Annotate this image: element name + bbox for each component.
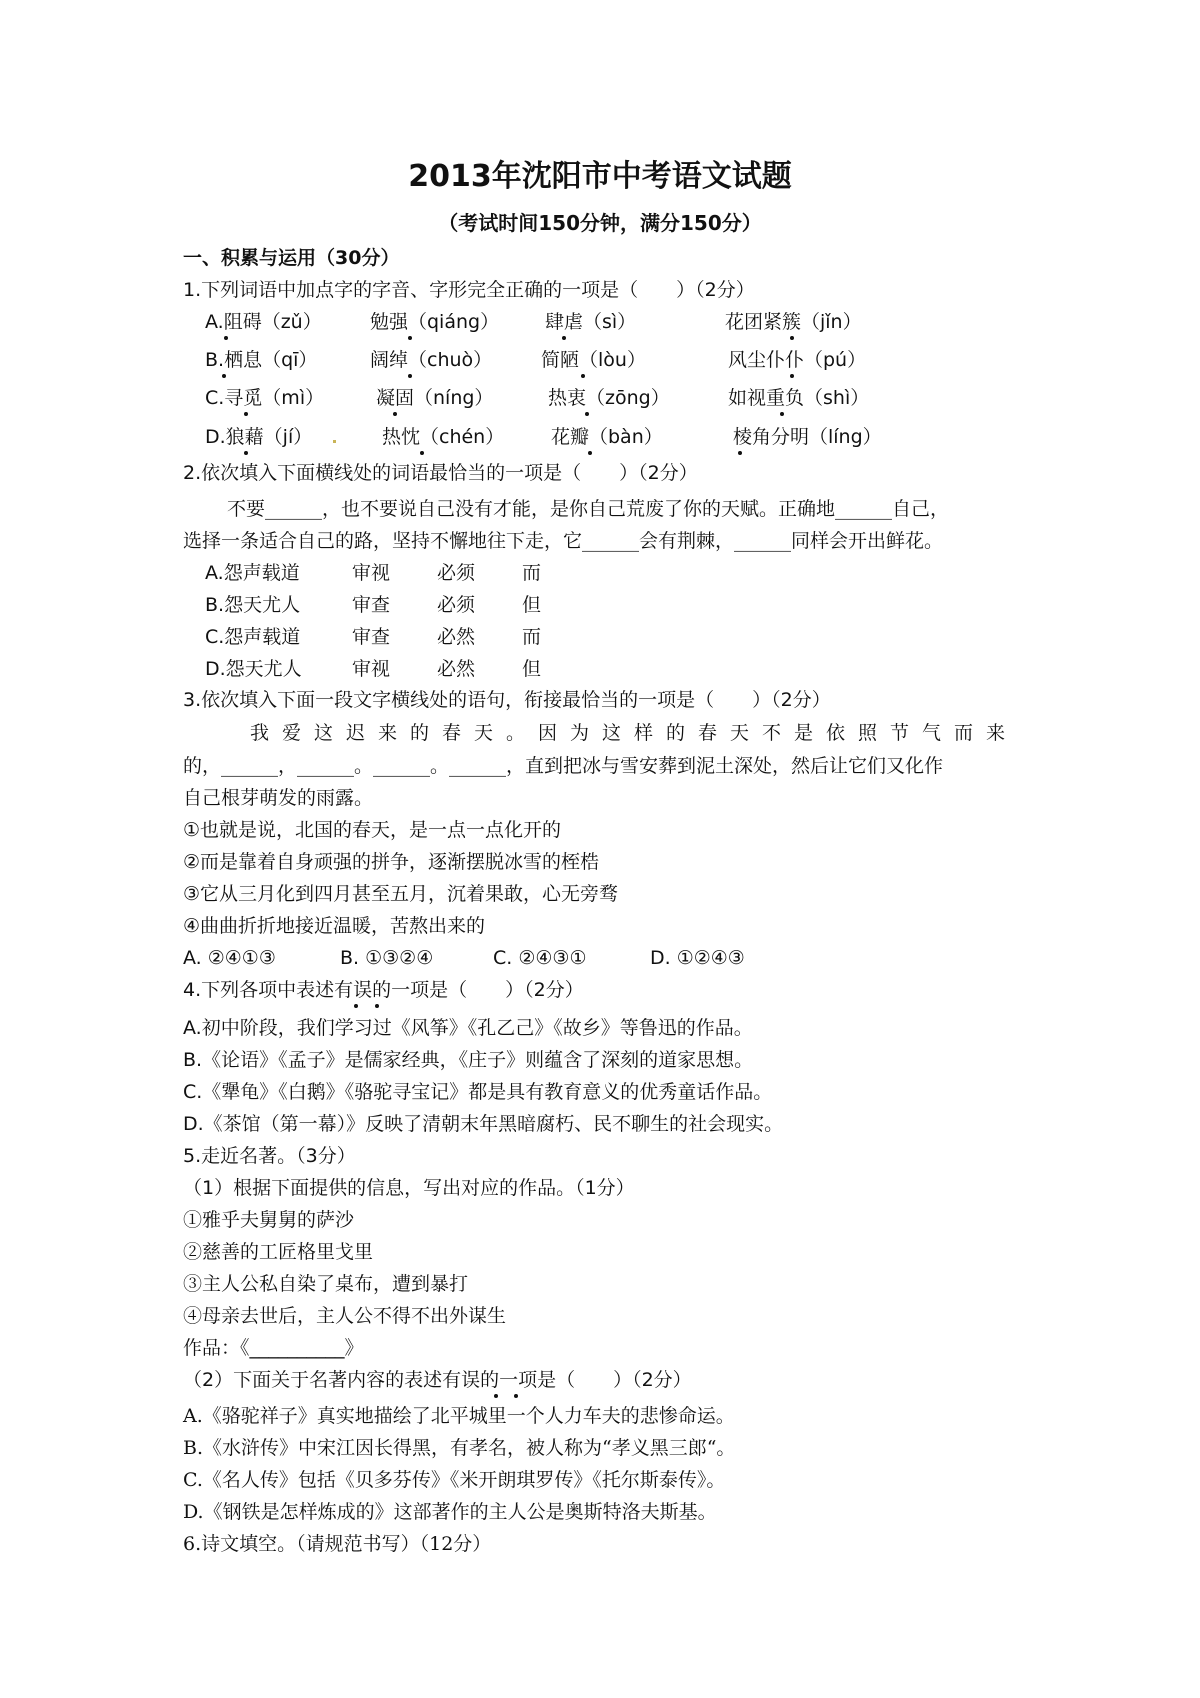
q4-option-b: B.《论语》《孟子》是儒家经典，《庄子》则蕴含了深刻的道家思想。: [183, 1049, 754, 1071]
q1-b-1: B.栖息（qī）: [205, 349, 318, 371]
q1-c-1: C.寻觅（mì）: [205, 387, 325, 409]
q2-a-1: A.怨声载道: [205, 562, 300, 584]
q3-passage-line-3: 自己根芽萌发的雨露。: [183, 787, 374, 809]
q2-b-3: 必须: [437, 594, 476, 616]
q5-part-2: （2）下面关于名著内容的表述有误的一项是（ ）（2分）: [183, 1369, 692, 1391]
q3-option-a: A. ②④①③: [183, 947, 276, 969]
q4-option-c: C.《犟龟》《白鹅》《骆驼寻宝记》都是具有教育意义的优秀童话作品。: [183, 1081, 773, 1103]
q3-item: ①也就是说，北国的春天，是一点一点化开的: [183, 819, 562, 841]
q1-c-3: 热衷（zōng）: [548, 387, 670, 409]
q5-clue: ③主人公私自染了桌布，遭到暴打: [183, 1273, 469, 1295]
emphasis-dot: [494, 1394, 498, 1398]
q2-d-1: D.怨天尤人: [205, 658, 302, 680]
q2-c-4: 而: [522, 626, 542, 648]
q3-item: ②而是靠着自身顽强的拼争，逐渐摆脱冰雪的桎梏: [183, 851, 600, 873]
q1-c-4: 如视重负（shì）: [728, 387, 870, 409]
emphasis-dot: [408, 336, 412, 340]
q3-item: ③它从三月化到四月甚至五月，沉着果敢，心无旁骛: [183, 883, 619, 905]
q1-a-4: 花团紧簇（jǐn）: [725, 311, 862, 333]
q1-a-3: 肆虐（sì）: [545, 311, 637, 333]
q1-b-3: 简陋（lòu）: [541, 349, 646, 371]
q1-b-4: 风尘仆仆（pú）: [728, 349, 867, 371]
question-1-stem: 1.下列词语中加点字的字音、字形完全正确的一项是（ ）（2分）: [183, 279, 755, 301]
scan-artifact: [333, 440, 336, 443]
q2-c-2: 审查: [352, 626, 391, 648]
q5-clue: ①雅乎夫舅舅的萨沙: [183, 1209, 355, 1231]
emphasis-dot: [420, 451, 424, 455]
emphasis-dot: [738, 451, 742, 455]
question-2-stem: 2.依次填入下面横线处的词语最恰当的一项是（ ）（2分）: [183, 462, 698, 484]
q3-option-b: B. ①③②④: [340, 947, 434, 969]
q2-d-3: 必然: [437, 658, 476, 680]
q5-option-d: D.《钢铁是怎样炼成的》这部著作的主人公是奥斯特洛夫斯基。: [183, 1501, 717, 1523]
q3-item: ④曲曲折折地接近温暖，苦熬出来的: [183, 915, 486, 937]
q1-d-2: 热忱（chén）: [382, 426, 505, 448]
q5-clue: ②慈善的工匠格里戈里: [183, 1241, 374, 1263]
page-title: 2013年沈阳市中考语文试题: [408, 159, 792, 194]
emphasis-dot: [790, 374, 794, 378]
q1-d-4: 棱角分明（líng）: [733, 426, 882, 448]
q5-part-1: （1）根据下面提供的信息，写出对应的作品。（1分）: [183, 1177, 635, 1199]
q1-a-2: 勉强（qiáng）: [370, 311, 500, 333]
emphasis-dot: [375, 1004, 379, 1008]
q2-b-1: B.怨天尤人: [205, 594, 301, 616]
q5-clue: ④母亲去世后，主人公不得不出外谋生: [183, 1305, 507, 1327]
question-6-stem: 6.诗文填空。（请规范书写）（12分）: [183, 1533, 492, 1555]
emphasis-dot: [354, 1004, 358, 1008]
q1-b-2: 阔绰（chuò）: [370, 349, 493, 371]
emphasis-dot: [224, 336, 228, 340]
q2-d-4: 但: [522, 658, 542, 680]
emphasis-dot: [244, 451, 248, 455]
q3-passage-line-2: 的，______，______。______。______，直到把冰与雪安葬到泥土深处，然后让它们又化作: [183, 755, 944, 777]
q2-a-2: 审视: [352, 562, 391, 584]
q4-option-d: D.《茶馆（第一幕）》反映了清朝末年黑暗腐朽、民不聊生的社会现实。: [183, 1113, 784, 1135]
q5-answer-blank: 作品：《__________》: [183, 1337, 364, 1359]
q3-option-d: D. ①②④③: [650, 947, 745, 969]
q2-c-1: C.怨声载道: [205, 626, 301, 648]
emphasis-dot: [222, 374, 226, 378]
q1-a-1: A.阻碍（zǔ）: [205, 311, 322, 333]
emphasis-dot: [581, 374, 585, 378]
q1-d-3: 花瓣（bàn）: [551, 426, 663, 448]
emphasis-dot: [585, 412, 589, 416]
emphasis-dot: [562, 336, 566, 340]
emphasis-dot: [244, 412, 248, 416]
q2-c-3: 必然: [437, 626, 476, 648]
q2-b-4: 但: [522, 594, 542, 616]
emphasis-dot: [393, 412, 397, 416]
q2-b-2: 审查: [352, 594, 391, 616]
section-heading: 一、积累与运用（30分）: [183, 247, 400, 269]
emphasis-dot: [780, 412, 784, 416]
q3-passage-line-1: 我爱这迟来的春天。因为这样的春天不是依照节气而来: [250, 722, 1019, 744]
question-5-stem: 5.走近名著。（3分）: [183, 1145, 356, 1167]
exam-subtitle: （考试时间150分钟，满分150分）: [438, 211, 762, 235]
q2-passage-line-2: 选择一条适合自己的路，坚持不懈地往下走，它______会有荆棘，______同样会开出鲜花。: [183, 530, 944, 552]
q1-d-1: D.狼藉（jí）: [205, 426, 313, 448]
q2-d-2: 审视: [352, 658, 391, 680]
q5-option-b: B.《水浒传》中宋江因长得黑，有孝名，被人称为“孝义黑三郎“。: [183, 1437, 736, 1459]
q2-a-3: 必须: [437, 562, 476, 584]
question-4-stem: 4.下列各项中表述有误的一项是（ ）（2分）: [183, 979, 584, 1001]
emphasis-dot: [408, 374, 412, 378]
q5-option-a: A.《骆驼祥子》真实地描绘了北平城里一个人力车夫的悲惨命运。: [183, 1405, 735, 1427]
question-3-stem: 3.依次填入下面一段文字横线处的语句，衔接最恰当的一项是（ ）（2分）: [183, 689, 831, 711]
q1-c-2: 凝固（níng）: [376, 387, 494, 409]
q3-option-c: C. ②④③①: [493, 947, 587, 969]
q2-passage-line-1: 不要______，也不要说自己没有才能，是你自己荒废了你的天赋。正确地______自己，: [227, 498, 950, 520]
emphasis-dot: [514, 1394, 518, 1398]
emphasis-dot: [588, 451, 592, 455]
emphasis-dot: [790, 336, 794, 340]
q5-option-c: C.《名人传》包括《贝多芬传》《米开朗琪罗传》《托尔斯泰传》。: [183, 1469, 726, 1491]
q2-a-4: 而: [522, 562, 542, 584]
q4-option-a: A.初中阶段，我们学习过《风筝》《孔乙己》《故乡》等鲁迅的作品。: [183, 1017, 753, 1039]
